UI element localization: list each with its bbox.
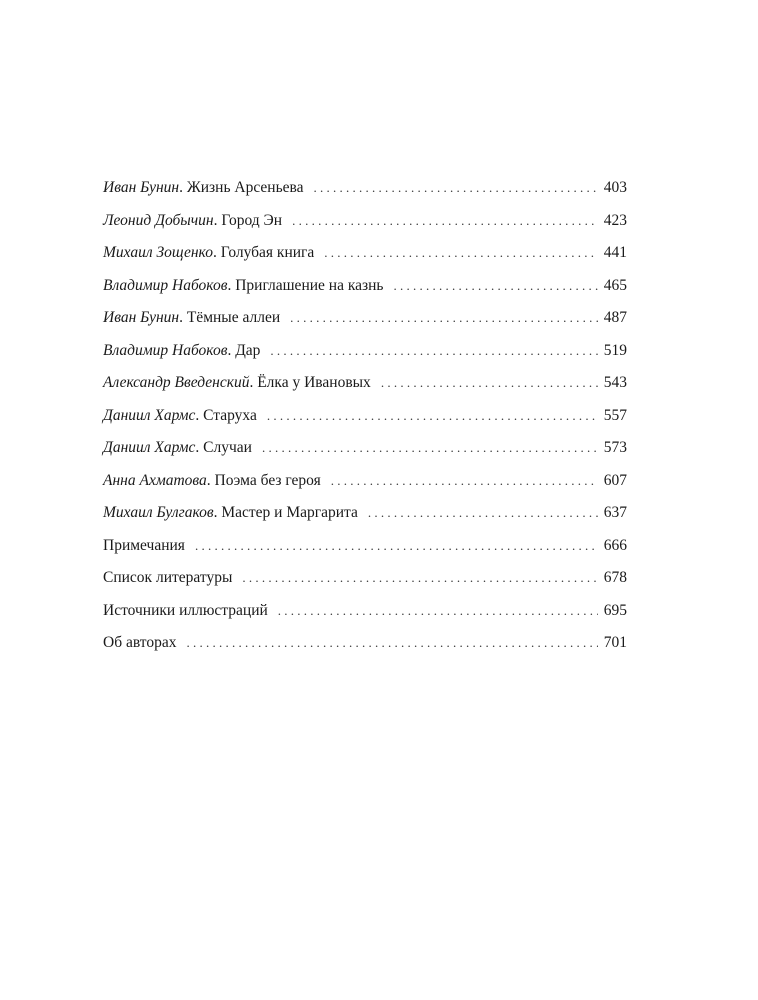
dot-leader — [394, 276, 598, 296]
page-number: 695 — [603, 601, 627, 619]
dot-leader — [270, 341, 597, 361]
toc-entry[interactable] — [103, 536, 627, 569]
entry-author: Даниил Хармс — [103, 439, 196, 456]
dot-leader — [262, 438, 598, 458]
dot-leader — [186, 633, 597, 653]
page-number: 607 — [603, 471, 627, 489]
entry-author: Иван Бунин — [103, 309, 180, 326]
entry-title: Иван Бунин. Жизнь Арсеньева — [103, 179, 304, 196]
entry-title: Об авторах — [103, 634, 177, 651]
entry-title: Список литературы — [103, 569, 233, 586]
entry-author: Александр Введенский — [103, 374, 250, 391]
entry-work: Дар — [235, 341, 261, 359]
page-number: 701 — [603, 634, 627, 651]
entry-work: Мастер и Маргарита — [221, 504, 358, 521]
page-number: 557 — [603, 406, 627, 424]
entry-work: Город Эн — [221, 211, 283, 229]
entry-title: Источники иллюстраций — [103, 601, 268, 619]
dot-leader — [292, 211, 598, 231]
page-number: 678 — [603, 569, 627, 586]
dot-leader — [314, 178, 598, 198]
page-number: 543 — [603, 374, 627, 391]
entry-title: Владимир Набоков. Дар — [103, 341, 261, 359]
dot-leader — [267, 406, 598, 426]
dot-leader — [324, 243, 597, 263]
toc-entry[interactable] — [103, 243, 627, 276]
page-number: 519 — [603, 341, 627, 359]
entry-author: Михаил Зощенко — [103, 244, 213, 261]
toc-entry[interactable] — [103, 178, 627, 211]
entry-work: Старуха — [203, 406, 257, 424]
toc-entry[interactable] — [103, 438, 627, 471]
entry-title: Михаил Булгаков. Мастер и Маргарита — [103, 504, 358, 521]
dot-leader — [331, 471, 598, 491]
toc-entry[interactable] — [103, 308, 627, 341]
entry-title: Даниил Хармс. Случаи — [103, 439, 252, 456]
page-number: 487 — [603, 309, 627, 326]
page-number: 666 — [603, 536, 627, 554]
entry-title: Даниил Хармс. Старуха — [103, 406, 257, 424]
entry-author: Анна Ахматова — [103, 471, 207, 489]
entry-author: Владимир Набоков — [103, 276, 228, 294]
page-number: 441 — [603, 244, 627, 261]
toc-entry[interactable] — [103, 471, 627, 504]
entry-title: Александр Введенский. Ёлка у Ивановых — [103, 374, 371, 391]
entry-work: Ёлка у Ивановых — [257, 374, 371, 391]
dot-leader — [278, 601, 598, 621]
entry-author: Даниил Хармс — [103, 406, 196, 424]
table-of-contents — [103, 178, 627, 666]
dot-leader — [242, 568, 597, 588]
entry-work: Голубая книга — [220, 244, 315, 261]
dot-leader — [368, 503, 598, 523]
toc-entry[interactable] — [103, 601, 627, 634]
entry-title: Примечания — [103, 536, 185, 554]
page-number: 465 — [603, 276, 627, 294]
entry-title: Анна Ахматова. Поэма без героя — [103, 471, 321, 489]
toc-entry[interactable] — [103, 503, 627, 536]
dot-leader — [290, 308, 598, 328]
entry-work: Жизнь Арсеньева — [186, 179, 304, 196]
page-number: 637 — [603, 504, 627, 521]
entry-work: Случаи — [203, 439, 252, 456]
entry-work: Поэма без героя — [214, 471, 321, 489]
entry-title: Леонид Добычин. Город Эн — [103, 211, 283, 229]
toc-entry[interactable] — [103, 373, 627, 406]
toc-entry[interactable] — [103, 568, 627, 601]
entry-author: Леонид Добычин — [103, 211, 214, 229]
entry-author: Михаил Булгаков — [103, 504, 214, 521]
dot-leader — [195, 536, 598, 556]
entry-author: Иван Бунин — [103, 179, 180, 196]
page-number: 423 — [603, 211, 627, 229]
entry-author: Владимир Набоков — [103, 341, 228, 359]
page-number: 403 — [603, 179, 627, 196]
toc-entry[interactable] — [103, 406, 627, 439]
entry-title: Михаил Зощенко. Голубая книга — [103, 244, 315, 261]
page-number: 573 — [603, 439, 627, 456]
toc-entry[interactable] — [103, 211, 627, 244]
entry-title: Иван Бунин. Тёмные аллеи — [103, 309, 281, 326]
toc-entry[interactable] — [103, 276, 627, 309]
entry-work: Тёмные аллеи — [186, 309, 281, 326]
entry-title: Владимир Набоков. Приглашение на казнь — [103, 276, 384, 294]
toc-entry[interactable] — [103, 633, 627, 666]
toc-entry[interactable] — [103, 341, 627, 374]
dot-leader — [381, 373, 598, 393]
entry-work: Приглашение на казнь — [235, 276, 384, 294]
